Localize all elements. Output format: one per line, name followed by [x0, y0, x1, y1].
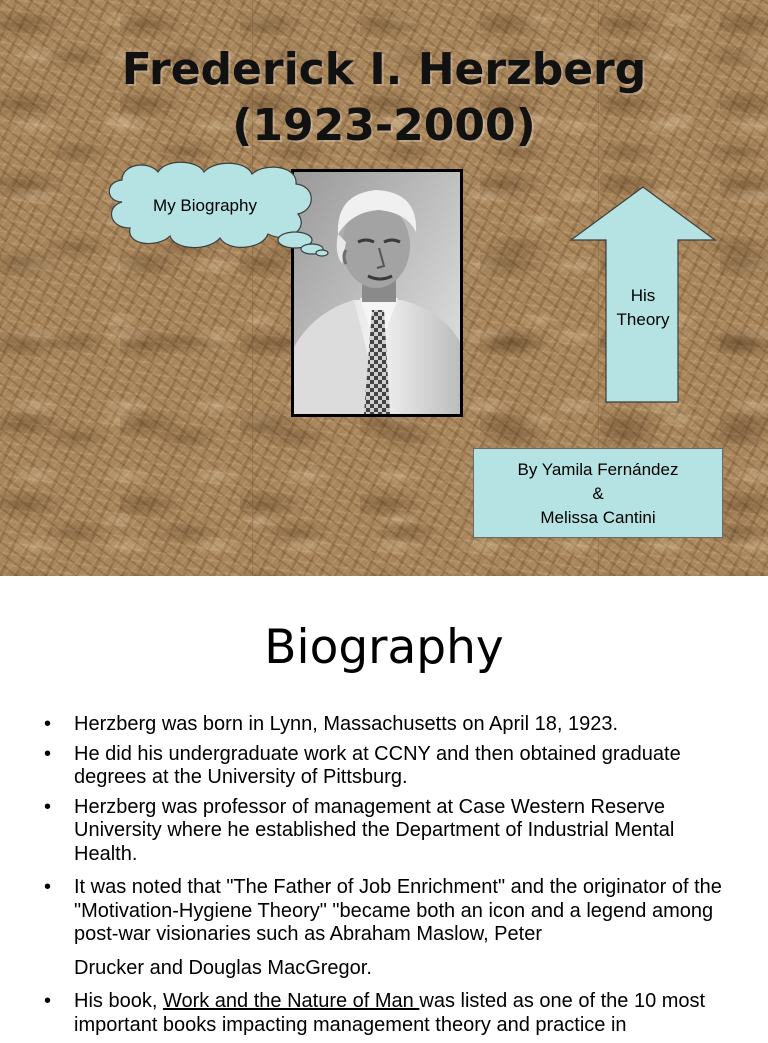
book-title-link[interactable]: Work and the Nature of Man — [162, 990, 420, 1012]
bullet-text: Herzberg was born in Lynn, Massachusetts on April 18, 1923. — [74, 713, 619, 735]
his-theory-label — [605, 284, 681, 332]
list-item — [44, 743, 734, 790]
list-item — [44, 796, 734, 867]
author-line-ampersand: & — [592, 484, 604, 503]
list-item — [44, 990, 734, 1037]
list-item — [44, 876, 734, 980]
bullet-text: He did his undergraduate work at CCNY and then obtained graduate degrees at the University of Pittsburg. — [74, 742, 681, 788]
bullet-text: It was noted that "The Father of Job Enrichment" and the originator of the "Motivation-Hygiene Theory" "became both an icon and a legend among post-war visionaries such as Abraham Maslow, Peter — [74, 876, 722, 945]
slide-title-years: (1923-2000) — [232, 100, 536, 151]
bullet-icon: • — [44, 742, 52, 765]
biography-heading: Biography — [264, 620, 504, 675]
bullet-icon: • — [44, 876, 52, 898]
bullet-icon: • — [44, 990, 52, 1012]
his-theory-arrow-button[interactable] — [569, 186, 717, 404]
author-line-2: Melissa Cantini — [540, 508, 656, 527]
authors-box — [473, 448, 723, 538]
author-line-1: By Yamila Fernández — [517, 460, 679, 479]
bullet-text-prefix: His book, — [74, 990, 163, 1012]
bullet-text-suffix: was listed as one of the 10 most important books impacting management theory and practice in — [74, 990, 706, 1036]
my-biography-label: My Biography — [153, 196, 257, 215]
bullet-text-continuation: Drucker and Douglas MacGregor. — [74, 956, 372, 979]
my-biography-cloud-button[interactable] — [100, 158, 330, 258]
bullet-icon: • — [44, 713, 52, 735]
biography-bullet-list — [44, 713, 734, 1043]
arrow-label-line2: Theory — [616, 310, 670, 329]
slide-title-name: Frederick I. Herzberg — [121, 44, 647, 95]
bullet-text: Herzberg was professor of management at Case Western Reserve University where he established the Department of Industrial Mental Health. — [74, 795, 675, 865]
list-item — [44, 713, 734, 737]
arrow-label-line1: His — [630, 286, 656, 305]
biography-slide — [0, 576, 768, 1036]
bullet-icon: • — [44, 795, 52, 818]
